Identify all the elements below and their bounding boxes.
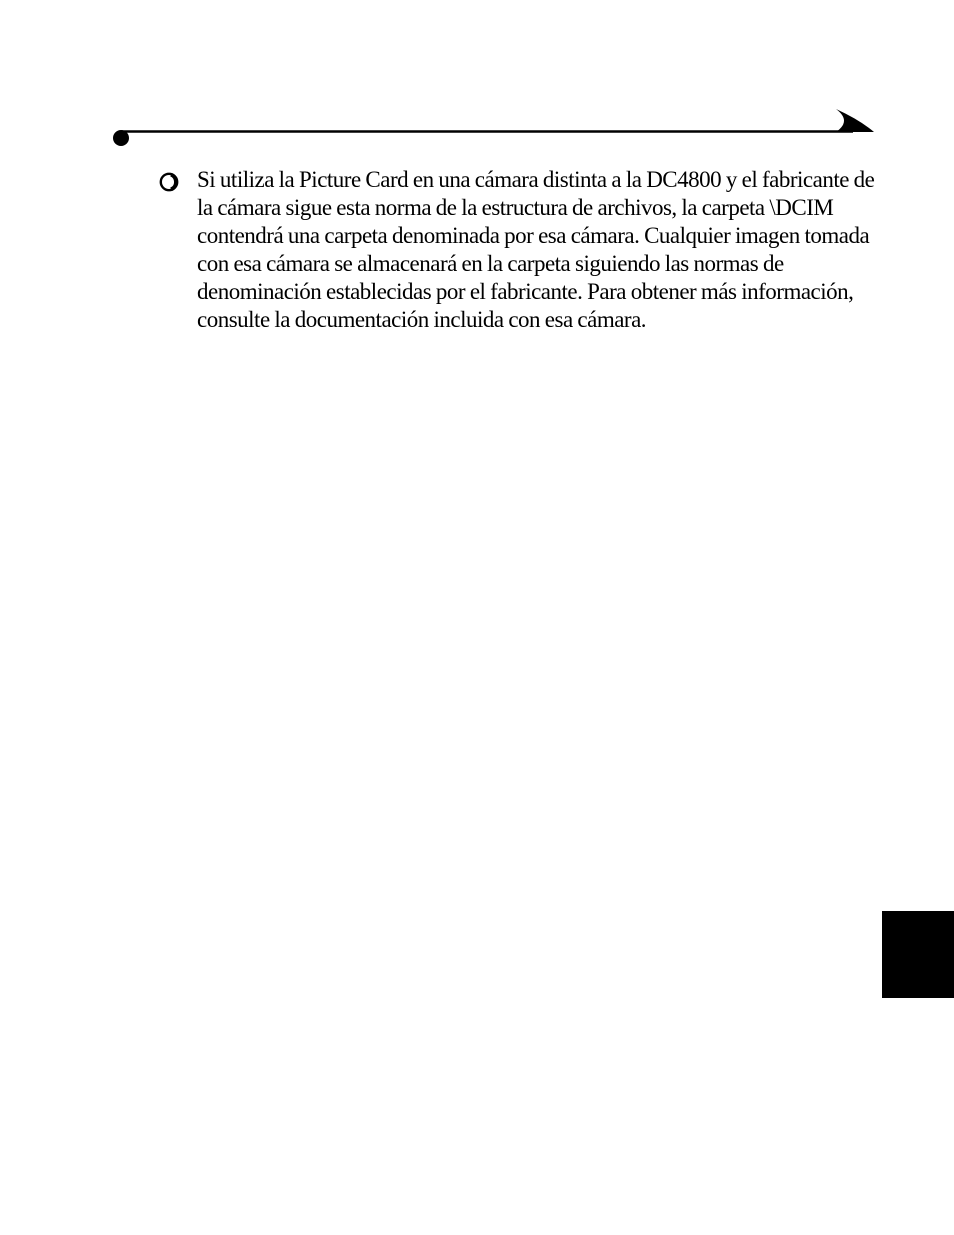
- bullet-text: Si utiliza la Picture Card en una cámara distinta a la DC4800 y el fabricante de la cámara sigue esta norma de la estructura de archivos, la carpeta \DCIM contendrá una carpeta denominada por esa cámara. Cualquier imagen tomada con esa cámara se almacenará en la carpeta siguiendo las normas de denominación establecidas por el fabricante. Para obtener más información, consulte la documentación incluida con esa cámara.: [197, 167, 875, 332]
- arrowhead-icon: [836, 109, 874, 132]
- header-rule: [108, 104, 878, 152]
- hollow-circle-icon: [158, 171, 180, 193]
- thumb-tab: [882, 911, 954, 998]
